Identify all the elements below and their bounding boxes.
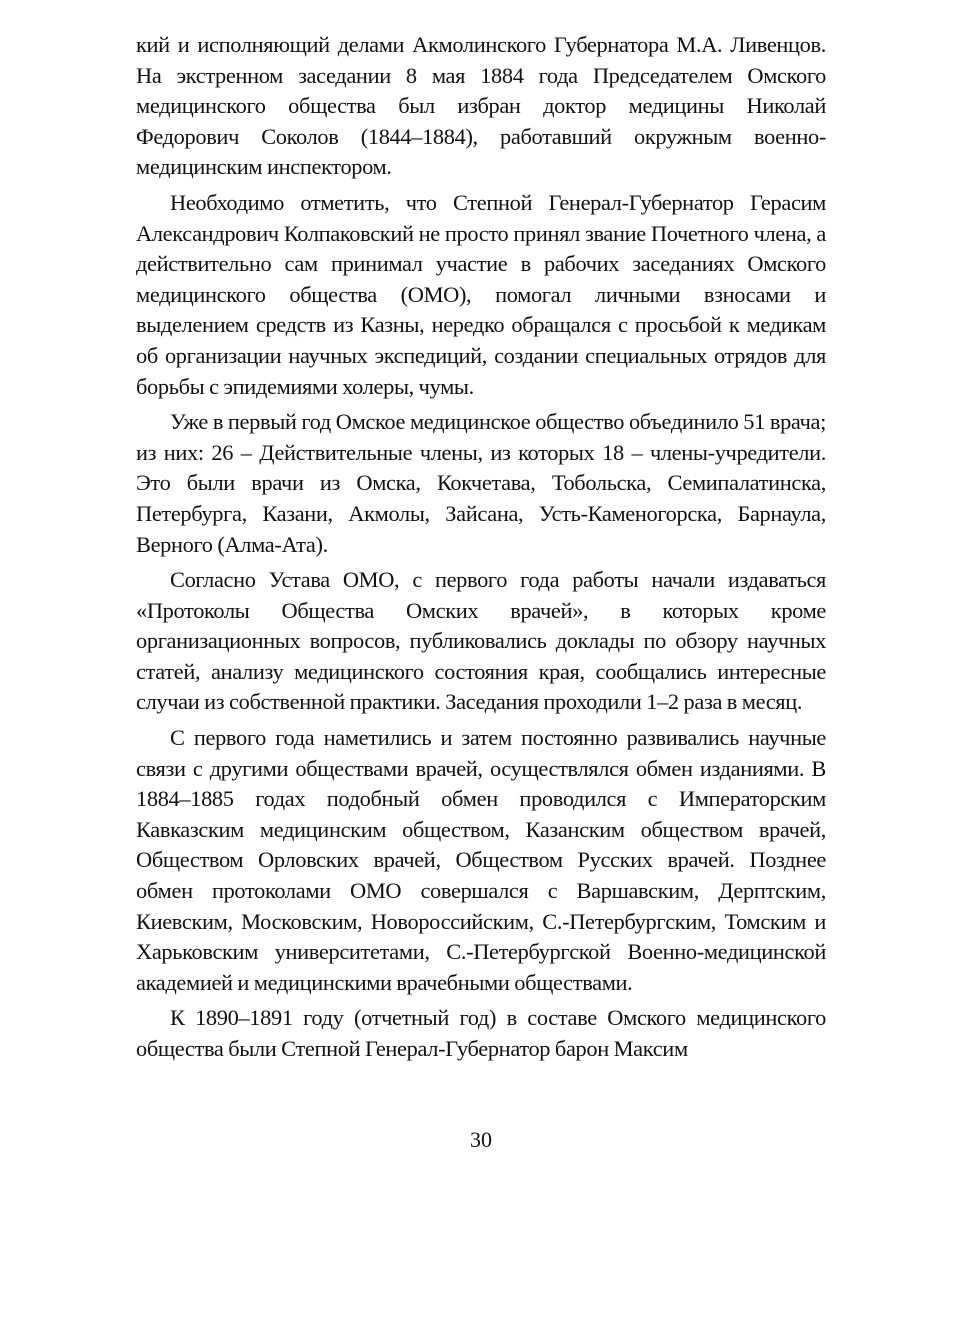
page-number: 30 [470, 1127, 492, 1152]
paragraph-2: Необходимо отметить, что Степной Генерал-Губернатор Герасим Александрович Колпаковский не просто принял звание Почетного члена, а действительно сам принимал участие в рабочих заседаниях Омского медицинского общества (ОМО), помогал личными взносами и выделением средств из Казны, нередко обращался с просьбой к медикам об организации научных экспедиций, создании специальных отрядов для борьбы с эпидемиями холеры, чумы. [136, 189, 826, 399]
paragraph-6: К 1890–1891 году (отчетный год) в составе Омского медицинского общества были Степной Генерал-Губернатор барон Максим [136, 1005, 826, 1061]
body-text [136, 30, 826, 1070]
paragraph-4: Согласно Устава ОМО, с первого года работы начали издаваться «Протоколы Общества Омских врачей», в которых кроме организационных вопросов, публиковались доклады по обзору научных статей, анализу медицинского состояния края, сообщались интересные случаи из собственной практики. Заседания проходили 1–2 раза в месяц. [136, 567, 826, 715]
paragraph-3: Уже в первый год Омское медицинское общество объединило 51 врача; из них: 26 – Действительные члены, из которых 18 – члены-учредители. Это были врачи из Омска, Кокчетава, Тобольска, Семипалатинска, Петербурга, Казани, Акмолы, Зайсана, Усть-Каменогорска, Барнаула, Верного (Алма-Ата). [136, 409, 826, 557]
paragraph-5: С первого года наметились и затем постоянно развивались научные связи с другими обществами врачей, осуществлялся обмен изданиями. В 1884–1885 годах подобный обмен проводился с Императорским Кавказским медицинским обществом, Казанским обществом врачей, Обществом Орловских врачей, Обществом Русских врачей. Позднее обмен протоколами ОМО совершался с Варшавским, Дерптским, Киевским, Московским, Новороссийским, С.-Петербургским, Томским и Харьковским университетами, С.-Петербургской Военно-медицинской академией и медицинскими врачебными обществами. [136, 725, 826, 995]
paragraph-1: кий и исполняющий делами Акмолинского Губернатора М.А. Ливенцов. На экстренном заседании 8 мая 1884 года Председателем Омского медицинского общества был избран доктор медицины Николай Федорович Соколов (1844–1884), работавший окружным военно-медицинским инспектором. [136, 32, 826, 180]
